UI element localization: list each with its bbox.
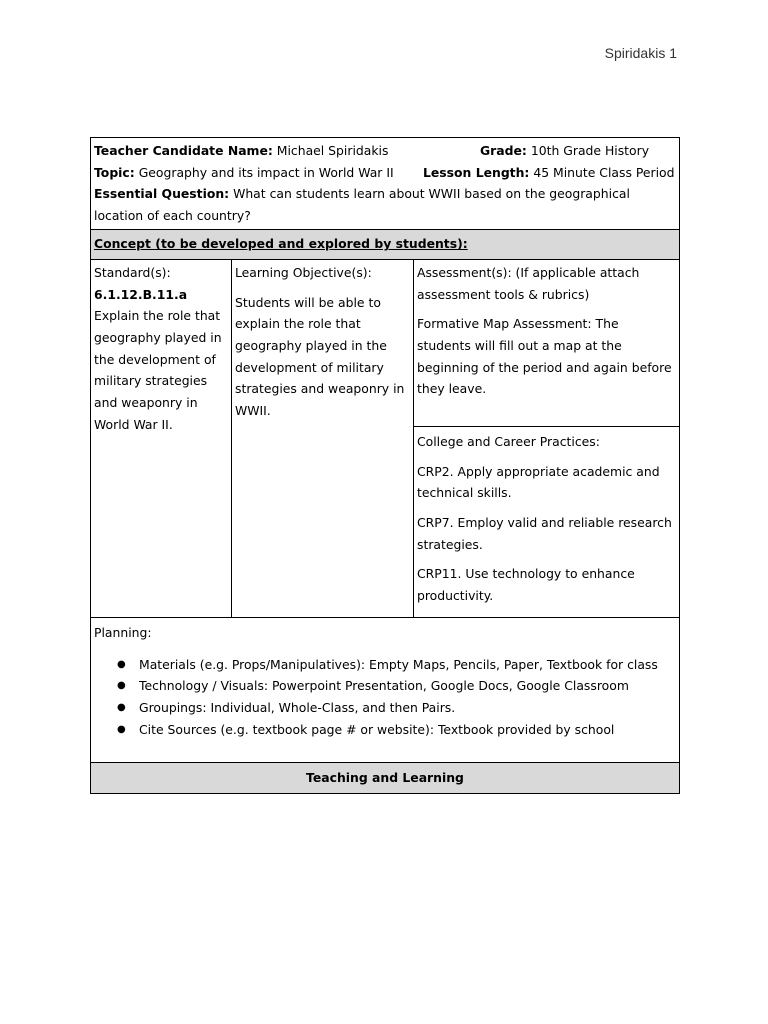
planning-item: ● Groupings: Individual, Whole-Class, and then Pairs. bbox=[139, 697, 676, 719]
page-header: Spiridakis 1 bbox=[604, 45, 677, 61]
teaching-heading: Teaching and Learning bbox=[306, 769, 464, 785]
planning-label: Planning: bbox=[94, 624, 152, 640]
concept-heading: Concept (to be developed and explored by students): bbox=[94, 236, 468, 252]
lesson-plan-table bbox=[90, 137, 680, 794]
concept-cell bbox=[91, 229, 680, 259]
candidate-value: Michael Spiridakis bbox=[276, 143, 389, 158]
teaching-cell bbox=[91, 762, 680, 793]
essential-question-label: Essential Question: bbox=[94, 186, 230, 202]
info-cell bbox=[91, 138, 680, 230]
topic-label: Topic: bbox=[94, 164, 135, 180]
assessment-cell bbox=[414, 259, 680, 426]
planning-list bbox=[94, 654, 676, 741]
planning-cell bbox=[91, 617, 680, 762]
standards-row bbox=[91, 259, 680, 426]
standard-text: Explain the role that geography played in the development of military strategies and weaponry in World War II. bbox=[94, 308, 222, 432]
objectives-text: Students will be able to explain the role that geography played in the development of military strategies and weaponry in WWII. bbox=[235, 294, 405, 419]
standards-label: Standard(s): bbox=[94, 264, 171, 280]
career-item: CRP7. Employ valid and reliable research strategies. bbox=[417, 514, 672, 552]
career-item: CRP11. Use technology to enhance productivity. bbox=[417, 566, 635, 604]
info-row bbox=[91, 138, 680, 230]
concept-row bbox=[91, 229, 680, 259]
career-item: CRP2. Apply appropriate academic and technical skills. bbox=[417, 463, 660, 501]
planning-item: ● Technology / Visuals: Powerpoint Presentation, Google Docs, Google Classroom bbox=[139, 675, 676, 697]
standard-code: 6.1.12.B.11.a bbox=[94, 286, 188, 302]
length-label: Lesson Length: bbox=[423, 164, 530, 180]
essential-question-value: What can students learn about WWII based on the geographical location of each country? bbox=[94, 186, 630, 224]
candidate-label: Teacher Candidate Name: bbox=[94, 143, 273, 158]
career-label: College and Career Practices: bbox=[417, 433, 600, 449]
assessment-text: Formative Map Assessment: The students will fill out a map at the beginning of the period and again before they leave. bbox=[417, 316, 672, 397]
topic-value: Geography and its impact in World War II bbox=[138, 164, 394, 180]
planning-row bbox=[91, 617, 680, 762]
teaching-row bbox=[91, 762, 680, 793]
grade-label: Grade: bbox=[480, 143, 527, 158]
length-value: 45 Minute Class Period bbox=[533, 164, 675, 180]
planning-item: ● Materials (e.g. Props/Manipulatives): Empty Maps, Pencils, Paper, Textbook for class bbox=[139, 654, 676, 676]
objectives-label: Learning Objective(s): bbox=[235, 264, 372, 280]
grade-value: 10th Grade History bbox=[530, 143, 650, 158]
standards-cell bbox=[91, 259, 232, 617]
career-cell bbox=[414, 426, 680, 617]
objectives-cell bbox=[232, 259, 414, 617]
assessment-label: Assessment(s): (If applicable attach assessment tools & rubrics) bbox=[417, 264, 640, 302]
planning-item: ● Cite Sources (e.g. textbook page # or website): Textbook provided by school bbox=[139, 719, 676, 741]
